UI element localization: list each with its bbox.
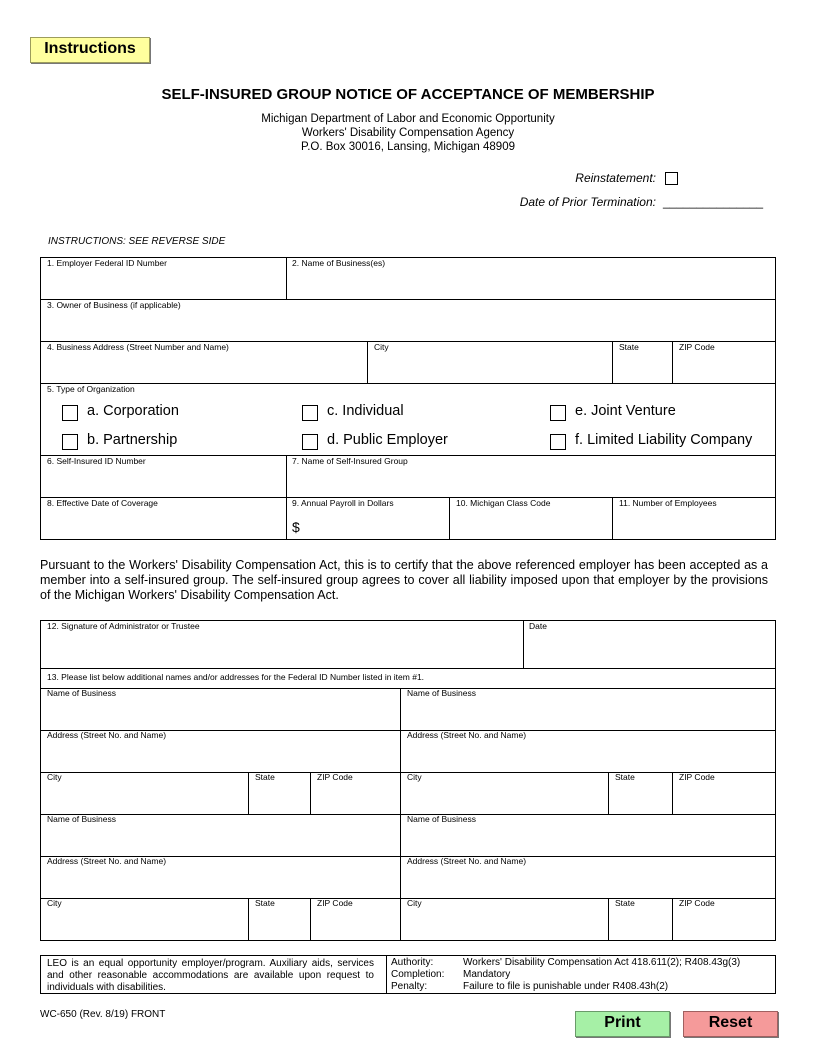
additional-name-3-input[interactable] <box>42 826 399 855</box>
additional-name-4-input[interactable] <box>402 826 774 855</box>
owner-input[interactable] <box>42 312 774 340</box>
completion-label: Completion: <box>391 969 445 980</box>
num-employees-input[interactable] <box>614 510 774 538</box>
instructions-button[interactable]: Instructions <box>30 37 150 63</box>
print-button[interactable]: Print <box>575 1011 670 1037</box>
business-address-label: 4. Business Address (Street Number and Name) <box>47 342 229 352</box>
org-joint-venture-label: e. Joint Venture <box>575 403 676 419</box>
instructions-note: INSTRUCTIONS: SEE REVERSE SIDE <box>48 236 226 247</box>
reset-button[interactable]: Reset <box>683 1011 778 1037</box>
org-joint-venture-checkbox[interactable] <box>550 405 566 421</box>
additional-city-2-input[interactable] <box>402 784 607 813</box>
business-zip-label: ZIP Code <box>679 342 715 352</box>
additional-zip-2-label: ZIP Code <box>679 772 715 782</box>
owner-label: 3. Owner of Business (if applicable) <box>47 300 181 310</box>
num-employees-label: 11. Number of Employees <box>619 498 717 508</box>
fein-input[interactable] <box>42 270 285 298</box>
additional-address-1-input[interactable] <box>42 742 399 771</box>
org-type-label: 5. Type of Organization <box>47 384 135 394</box>
additional-state-4-input[interactable] <box>610 910 671 939</box>
reinstatement-label: Reinstatement: <box>575 171 656 185</box>
agency-address: P.O. Box 30016, Lansing, Michigan 48909 <box>301 141 515 153</box>
additional-name-2-label: Name of Business <box>407 688 476 698</box>
org-individual-checkbox[interactable] <box>302 405 318 421</box>
certification-text: Pursuant to the Workers' Disability Compensation Act, this is to certify that the above referenced employer has been accepted as a member into a self-insured group. The self-insured group agrees to cover all liability imposed upon that employer by the provisions of the Michigan Workers' Disability Compensation Act. <box>40 558 768 602</box>
self-insured-group-label: 7. Name of Self-Insured Group <box>292 456 408 466</box>
business-state-input[interactable] <box>614 354 671 382</box>
footer-info-box <box>40 955 776 994</box>
additional-zip-3-input[interactable] <box>312 910 399 939</box>
authority-label: Authority: <box>391 957 434 968</box>
penalty-label: Penalty: <box>391 981 428 992</box>
additional-name-4-label: Name of Business <box>407 814 476 824</box>
authority-value: Workers' Disability Compensation Act 418.611(2); R408.43g(3) <box>463 957 741 968</box>
class-code-input[interactable] <box>451 510 611 538</box>
additional-name-1-label: Name of Business <box>47 688 116 698</box>
reinstatement-checkbox[interactable] <box>665 172 678 185</box>
business-state-label: State <box>619 342 639 352</box>
eeo-statement: LEO is an equal opportunity employer/program. Auxiliary aids, services and other reasonable accommodations are available upon request to individuals with disabilities. <box>47 958 374 993</box>
payroll-dollar-sign: $ <box>292 519 300 535</box>
additional-state-3-label: State <box>255 898 275 908</box>
fein-label: 1. Employer Federal ID Number <box>47 258 167 268</box>
business-city-input[interactable] <box>369 354 611 382</box>
additional-state-4-label: State <box>615 898 635 908</box>
effective-date-label: 8. Effective Date of Coverage <box>47 498 158 508</box>
additional-name-3-label: Name of Business <box>47 814 116 824</box>
signature-date-label: Date <box>529 621 547 631</box>
signature-section <box>40 620 776 941</box>
agency-name: Michigan Department of Labor and Economic Opportunity <box>261 113 555 125</box>
org-public-employer-label: d. Public Employer <box>327 432 448 448</box>
class-code-label: 10. Michigan Class Code <box>456 498 551 508</box>
additional-zip-2-input[interactable] <box>674 784 774 813</box>
self-insured-id-input[interactable] <box>42 468 285 496</box>
additional-state-3-input[interactable] <box>250 910 309 939</box>
signature-input[interactable] <box>42 633 522 667</box>
additional-zip-1-input[interactable] <box>312 784 399 813</box>
additional-zip-1-label: ZIP Code <box>317 772 353 782</box>
org-corporation-label: a. Corporation <box>87 403 179 419</box>
org-individual-label: c. Individual <box>327 403 404 419</box>
org-llc-checkbox[interactable] <box>550 434 566 450</box>
prior-termination-label: Date of Prior Termination: <box>519 195 656 209</box>
signature-label: 12. Signature of Administrator or Trustee <box>47 621 200 631</box>
org-llc-label: f. Limited Liability Company <box>575 432 753 448</box>
additional-name-2-input[interactable] <box>402 700 774 729</box>
additional-state-1-input[interactable] <box>250 784 309 813</box>
org-corporation-checkbox[interactable] <box>62 405 78 421</box>
penalty-value: Failure to file is punishable under R408.43h(2) <box>463 981 669 992</box>
additional-names-header: 13. Please list below additional names and/or addresses for the Federal ID Number listed in item #1. <box>47 672 425 682</box>
signature-date-input[interactable] <box>525 633 774 667</box>
prior-termination-input[interactable]: _______________ <box>663 195 764 209</box>
additional-city-3-input[interactable] <box>42 910 247 939</box>
additional-city-3-label: City <box>47 898 62 908</box>
additional-city-4-input[interactable] <box>402 910 607 939</box>
additional-city-1-label: City <box>47 772 62 782</box>
business-address-input[interactable] <box>42 354 366 382</box>
additional-address-3-label: Address (Street No. and Name) <box>47 856 167 866</box>
employer-info-section <box>40 257 776 540</box>
additional-address-4-label: Address (Street No. and Name) <box>407 856 527 866</box>
additional-address-2-input[interactable] <box>402 742 774 771</box>
self-insured-group-input[interactable] <box>288 468 774 496</box>
annual-payroll-input[interactable] <box>305 510 448 538</box>
additional-state-2-label: State <box>615 772 635 782</box>
form-title: SELF-INSURED GROUP NOTICE OF ACCEPTANCE OF MEMBERSHIP <box>161 86 655 103</box>
agency-division: Workers' Disability Compensation Agency <box>301 127 515 139</box>
effective-date-input[interactable] <box>42 510 285 538</box>
org-partnership-checkbox[interactable] <box>62 434 78 450</box>
form-id: WC-650 (Rev. 8/19) FRONT <box>40 1009 166 1020</box>
org-public-employer-checkbox[interactable] <box>302 434 318 450</box>
annual-payroll-label: 9. Annual Payroll in Dollars <box>292 498 394 508</box>
additional-address-1-label: Address (Street No. and Name) <box>47 730 167 740</box>
self-insured-id-label: 6. Self-Insured ID Number <box>47 456 146 466</box>
additional-zip-3-label: ZIP Code <box>317 898 353 908</box>
completion-value: Mandatory <box>463 969 511 980</box>
additional-city-1-input[interactable] <box>42 784 247 813</box>
additional-address-3-input[interactable] <box>42 868 399 897</box>
additional-zip-4-label: ZIP Code <box>679 898 715 908</box>
business-city-label: City <box>374 342 389 352</box>
additional-city-2-label: City <box>407 772 422 782</box>
business-names-input[interactable] <box>288 270 774 298</box>
additional-name-1-input[interactable] <box>42 700 399 729</box>
additional-address-2-label: Address (Street No. and Name) <box>407 730 527 740</box>
additional-zip-4-input[interactable] <box>674 910 774 939</box>
additional-state-2-input[interactable] <box>610 784 671 813</box>
additional-address-4-input[interactable] <box>402 868 774 897</box>
business-zip-input[interactable] <box>674 354 774 382</box>
additional-city-4-label: City <box>407 898 422 908</box>
org-partnership-label: b. Partnership <box>87 432 178 448</box>
business-names-label: 2. Name of Business(es) <box>292 258 386 268</box>
additional-state-1-label: State <box>255 772 275 782</box>
